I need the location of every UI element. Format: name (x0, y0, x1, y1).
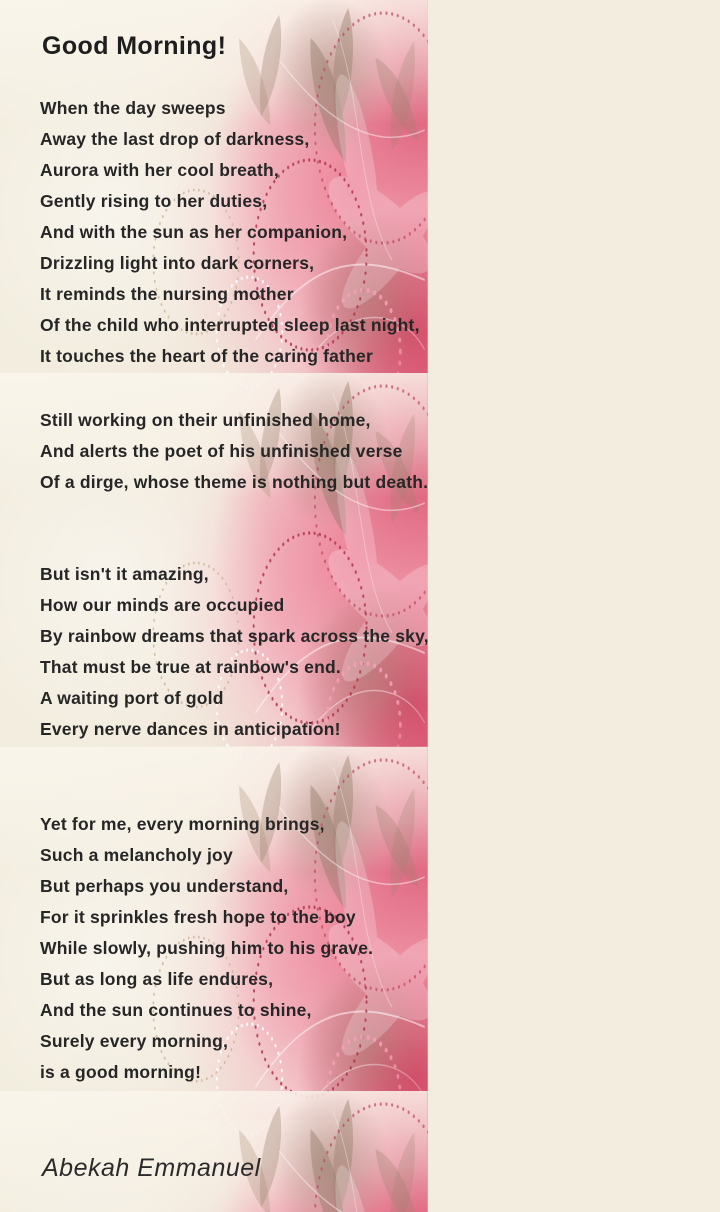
poem-line: And alerts the poet of his unfinished verse (40, 441, 403, 461)
poem-line: Drizzling light into dark corners, (40, 253, 315, 273)
poem-line: It touches the heart of the caring father (40, 346, 373, 366)
stanza-3 (40, 559, 429, 745)
stanza-2 (40, 405, 428, 498)
poem-line: is a good morning! (40, 1062, 202, 1082)
poem-line: And the sun continues to shine, (40, 1000, 312, 1020)
poem-line: When the day sweeps (40, 98, 226, 118)
poem-line: Still working on their unfinished home, (40, 410, 371, 430)
poem-line: Every nerve dances in anticipation! (40, 719, 341, 739)
poem-line: Such a melancholy joy (40, 845, 233, 865)
poem-line: But perhaps you understand, (40, 876, 289, 896)
poem-line: That must be true at rainbow's end. (40, 657, 341, 677)
poem-line: Of the child who interrupted sleep last night, (40, 315, 420, 335)
poem-line: Aurora with her cool breath, (40, 160, 279, 180)
poem-line: Gently rising to her duties, (40, 191, 268, 211)
poem-line: It reminds the nursing mother (40, 284, 294, 304)
poem-line: And with the sun as her companion, (40, 222, 348, 242)
poem-line: While slowly, pushing him to his grave. (40, 938, 374, 958)
poem-line: But as long as life endures, (40, 969, 274, 989)
poem-line: Yet for me, every morning brings, (40, 814, 325, 834)
poem-author: Abekah Emmanuel (42, 1154, 261, 1182)
poem-line: By rainbow dreams that spark across the sky, (40, 626, 429, 646)
poem-line: How our minds are occupied (40, 595, 285, 615)
stanza-1 (40, 93, 420, 372)
stanza-4 (40, 809, 373, 1088)
poem-line: For it sprinkles fresh hope to the boy (40, 907, 356, 927)
poem-line: A waiting port of gold (40, 688, 224, 708)
poem-line: Away the last drop of darkness, (40, 129, 310, 149)
poem-title: Good Morning! (42, 32, 227, 60)
poem-line: Of a dirge, whose theme is nothing but death. (40, 472, 429, 492)
poem-line: Surely every morning, (40, 1031, 229, 1051)
poem-line: But isn't it amazing, (40, 564, 209, 584)
